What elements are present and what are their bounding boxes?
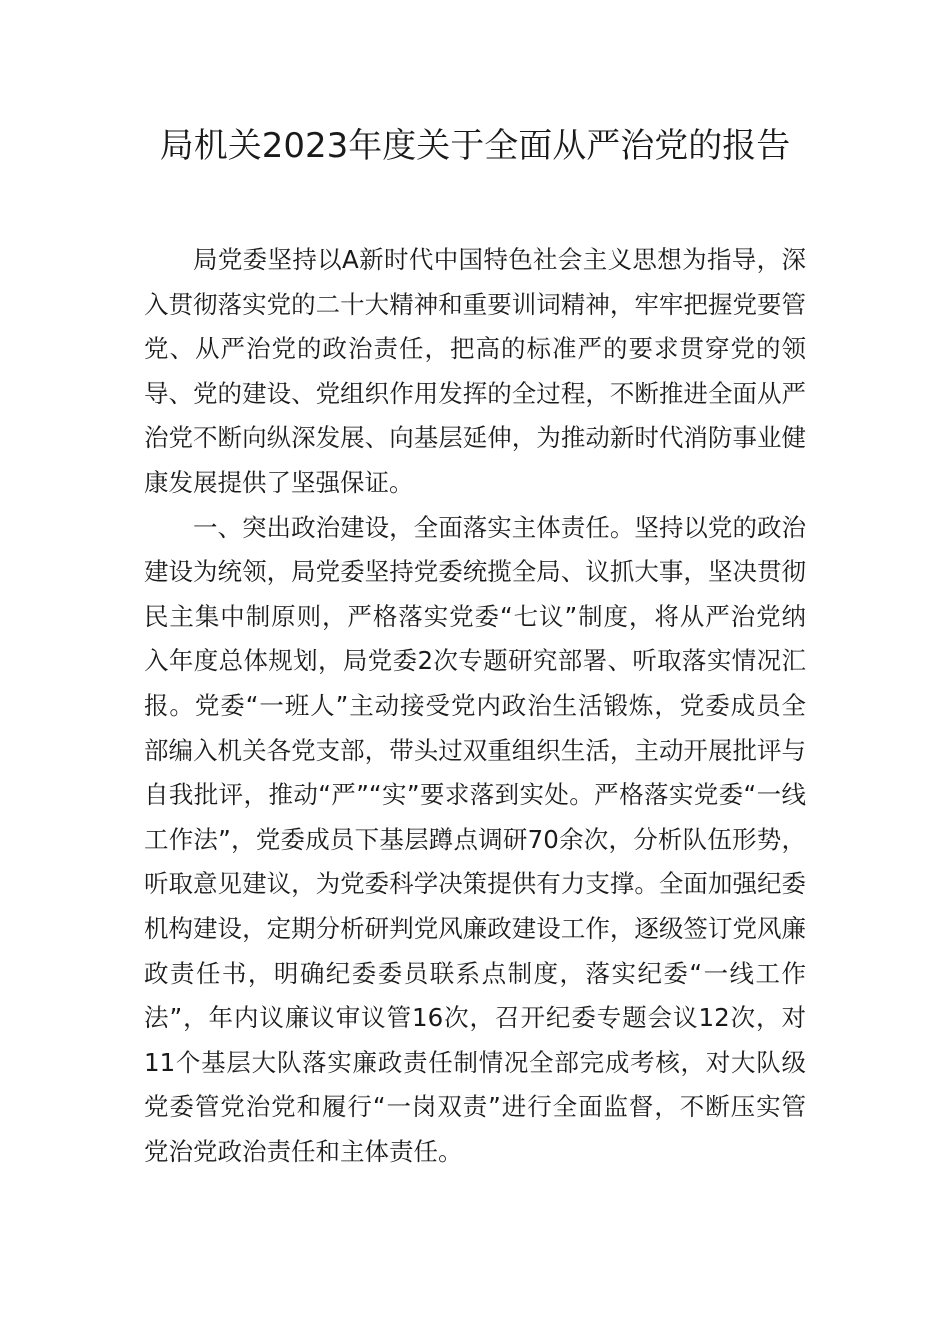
document-body	[144, 238, 806, 1174]
intro-paragraph: 局党委坚持以A新时代中国特色社会主义思想为指导，深入贯彻落实党的二十大精神和重要训词精神，牢牢把握党要管党、从严治党的政治责任，把高的标准严的要求贯穿党的领导、党的建设、党组织作用发挥的全过程，不断推进全面从严治党不断向纵深发展、向基层延伸，为推动新时代消防事业健康发展提供了坚强保证。	[144, 245, 806, 497]
document-title: 局机关2023年度关于全面从严治党的报告	[159, 126, 791, 166]
section-one-paragraph: 一、突出政治建设，全面落实主体责任。坚持以党的政治建设为统领，局党委坚持党委统揽全局、议抓大事，坚决贯彻民主集中制原则，严格落实党委“七议”制度，将从严治党纳入年度总体规划，局党委2次专题研究部署、听取落实情况汇报。党委“一班人”主动接受党内政治生活锻炼，党委成员全部编入机关各党支部，带头过双重组织生活，主动开展批评与自我批评，推动“严”“实”要求落到实处。严格落实党委“一线工作法”，党委成员下基层蹲点调研70余次，分析队伍形势，听取意见建议，为党委科学决策提供有力支撑。全面加强纪委机构建设，定期分析研判党风廉政建设工作，逐级签订党风廉政责任书，明确纪委委员联系点制度，落实纪委“一线工作法”，年内议廉议审议管16次，召开纪委专题会议12次，对11个基层大队落实廉政责任制情况全部完成考核，对大队级党委管党治党和履行“一岗双责”进行全面监督，不断压实管党治党政治责任和主体责任。	[144, 512, 806, 1166]
